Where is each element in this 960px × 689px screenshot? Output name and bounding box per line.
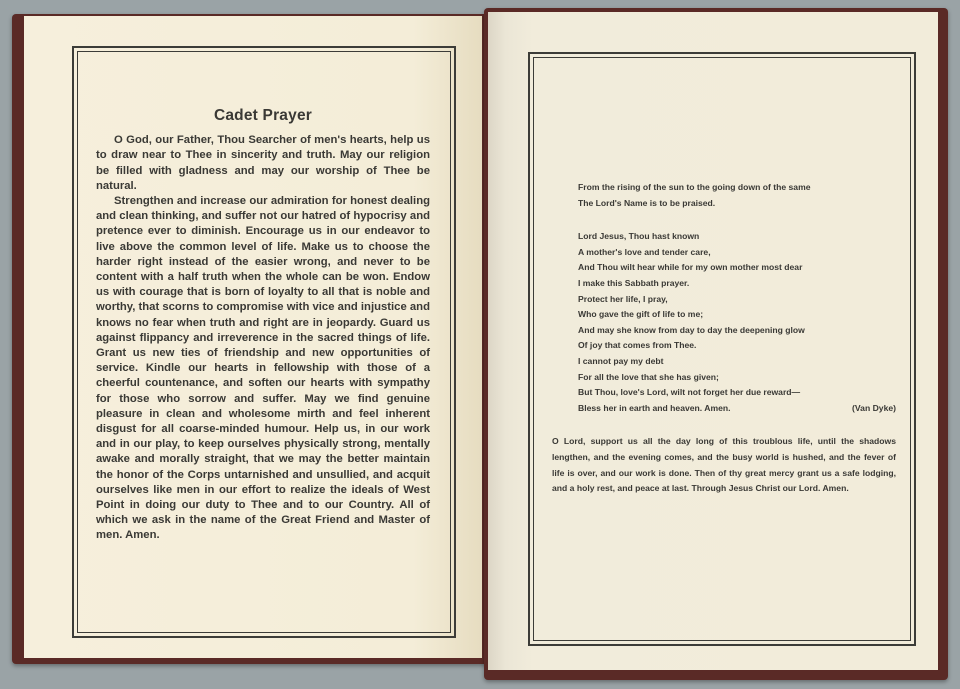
cadet-prayer-text — [96, 108, 430, 544]
page-title: Cadet Prayer — [213, 107, 313, 124]
verse-intro — [548, 180, 896, 211]
poem-line: And may she know from day to day the deepening glow — [578, 324, 805, 335]
mother-poem — [548, 229, 896, 416]
poem-attribution: (Van Dyke) — [852, 402, 896, 413]
poem-line: For all the love that she has given; — [578, 371, 719, 382]
verse-intro-line: From the rising of the sun to the going down of the same — [578, 182, 811, 192]
right-page-text — [548, 180, 896, 497]
poem-line: Protect her life, I pray, — [578, 293, 668, 304]
poem-line: Lord Jesus, Thou hast known — [578, 231, 700, 242]
poem-line: But Thou, love's Lord, wilt not forget her due reward— — [578, 387, 801, 398]
poem-last-line — [578, 401, 896, 417]
poem-line: And Thou wilt hear while for my own mother most dear — [578, 262, 803, 273]
poem-line: Bless her in earth and heaven. Amen. — [578, 402, 731, 413]
verse-intro-line: The Lord's Name is to be praised. — [578, 197, 716, 208]
closing-prayer: O Lord, support us all the day long of this troublous life, until the shadows lengthen, and the evening comes, and the busy world is hushed, and the fever of life is over, and our work is done. Then of thy great mercy grant us a safe lodging, and a holy rest, and peace at last. Through Jesus Christ our Lord. Amen. — [552, 436, 896, 494]
poem-line: Of joy that comes from Thee. — [578, 340, 697, 351]
prayer-paragraph-2: Strengthen and increase our admiration for honest dealing and clean thinking, and suffer not our hatred of hypocrisy and pretence ever to diminish. Encourage us in our endeavor to live above the common level of life. Make us to choose the harder right instead of the easier wrong, and never to be content with a half truth when the whole can be won. Endow us with courage that is born of loyalty to all that is noble and worthy, that scorns to compromise with vice and injustice and knows no fear when truth and right are in jeopardy. Guard us against flippancy and irreverence in the sacred things of life. Grant us new ties of friendship and new opportunities of service. Kindle our hearts in fellowship with those of a cheerful countenance, and soften our hearts with sympathy for those who sorrow and suffer. May we find genuine pleasure in clean and wholesome mirth and feel inherent disgust for all coarse-minded humour. Help us, in our work and in our play, to keep ourselves physically strong, mentally awake and morally straight, that we may the better maintain the honor of the Corps untarnished and unsullied, and acquit ourselves like men in our effort to realize the ideals of West Point in doing our duty to Thee and to our Country. All of which we ask in the name of the Great Friend and Master of men. Amen. — [96, 195, 430, 542]
poem-line: I make this Sabbath prayer. — [578, 277, 690, 288]
prayer-paragraph-1: O God, our Father, Thou Searcher of men's hearts, help us to draw near to Thee in sincerity and truth. May our religion be filled with gladness and may our worship of Thee be natural. — [96, 134, 430, 192]
poem-line: A mother's love and tender care, — [578, 246, 711, 257]
poem-line: Who gave the gift of life to me; — [578, 309, 704, 320]
poem-line: I cannot pay my debt — [578, 355, 664, 366]
